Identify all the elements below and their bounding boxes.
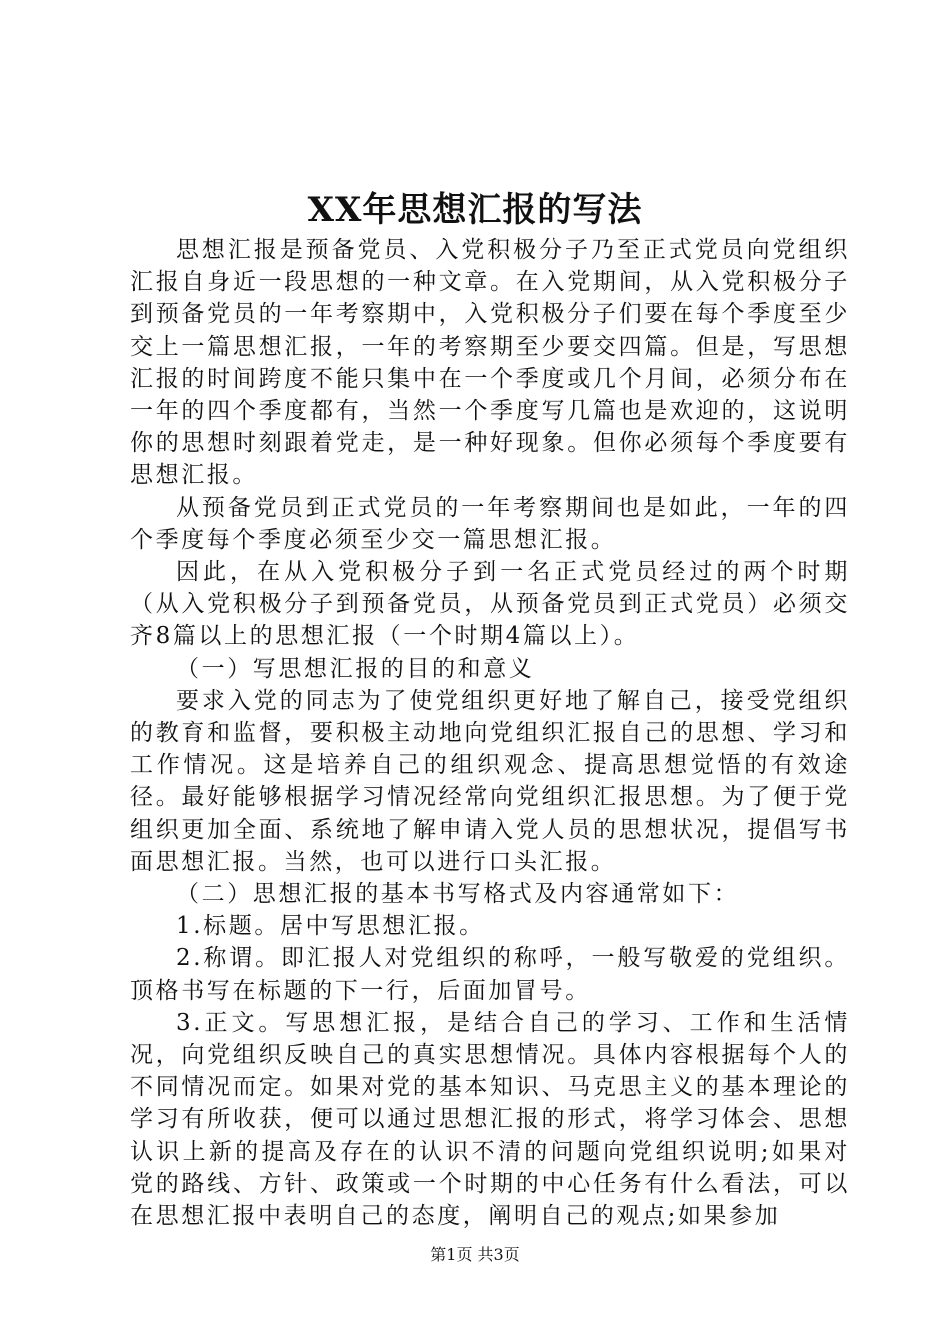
paragraph: 因此，在从入党积极分子到一名正式党员经过的两个时期（从入党积极分子到预备党员，从预备党员到正式党员）必须交齐8篇以上的思想汇报（一个时期4篇以上）。 (130, 559, 850, 650)
document-body (130, 234, 850, 1232)
document-title: XX年思想汇报的写法 (307, 190, 643, 230)
section-heading: （二）思想汇报的基本书写格式及内容通常如下： (176, 881, 740, 908)
list-item: 3.正文。写思想汇报，是结合自己的学习、工作和生活情况，向党组织反映自己的真实思想情况。具体内容根据每个人的不同情况而定。如果对党的基本知识、马克思主义的基本理论的学习有所收获，便可以通过思想汇报的形式，将学习体会、思想认识上新的提高及存在的认识不清的问题向党组织说明;如果对党的路线、方针、政策或一个时期的中心任务有什么看法，可以在思想汇报中表明自己的态度，阐明自己的观点;如果参加 (130, 1009, 850, 1230)
paragraph: 从预备党员到正式党员的一年考察期间也是如此，一年的四个季度每个季度必须至少交一篇思想汇报。 (130, 494, 850, 553)
list-item: 2.称谓。即汇报人对党组织的称呼，一般写敬爱的党组织。顶格书写在标题的下一行，后面加冒号。 (130, 945, 850, 1004)
page-number: 第1页 共3页 (430, 1245, 520, 1264)
section-heading: （一）写思想汇报的目的和意义 (176, 655, 535, 682)
paragraph: 思想汇报是预备党员、入党积极分子乃至正式党员向党组织汇报自身近一段思想的一种文章。在入党期间，从入党积极分子到预备党员的一年考察期中，入党积极分子们要在每个季度至少交上一篇思想汇报，一年的考察期至少要交四篇。但是，写思想汇报的时间跨度不能只集中在一个季度或几个月间，必须分布在一年的四个季度都有，当然一个季度写几篇也是欢迎的，这说明你的思想时刻跟着党走，是一种好现象。但你必须每个季度要有思想汇报。 (130, 237, 850, 489)
paragraph: 要求入党的同志为了使党组织更好地了解自己，接受党组织的教育和监督，要积极主动地向党组织汇报自己的思想、学习和工作情况。这是培养自己的组织观念、提高思想觉悟的有效途径。最好能够根据学习情况经常向党组织汇报思想。为了便于党组织更加全面、系统地了解申请入党人员的思想状况，提倡写书面思想汇报。当然，也可以进行口头汇报。 (130, 687, 850, 875)
list-item: 1.标题。居中写思想汇报。 (176, 913, 485, 940)
